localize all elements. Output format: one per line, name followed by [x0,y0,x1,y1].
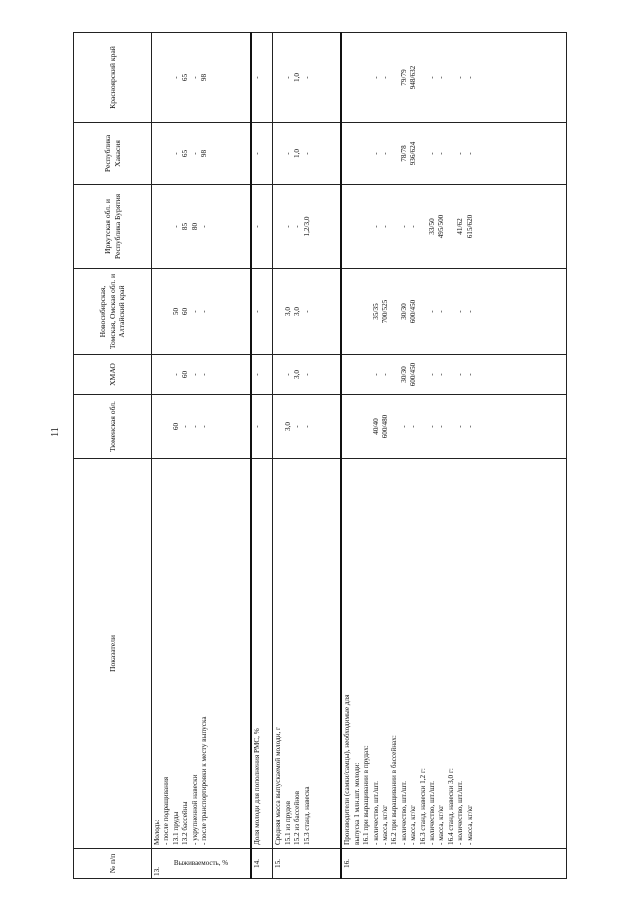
region-value: - [427,373,436,376]
region-value: - [399,425,408,428]
region-value: 30/30 [399,303,408,320]
survival-label: Выживаемость, % [174,859,229,868]
region-value: 60 [181,370,190,379]
region-value [390,358,399,391]
region-value: - [456,373,465,376]
region-value: 78/78 [399,145,408,162]
region-value-cell [341,355,566,395]
region-value-cell [152,33,252,123]
region-value [153,272,162,351]
region-value [162,358,171,391]
region-value-cell [341,269,566,355]
region-value [343,272,352,351]
region-value: - [171,152,180,155]
indicator-line: - после транспортировки к месту выпуска [200,716,209,845]
region-value: - [302,373,311,376]
table-body [152,33,567,879]
region-value: 50 [171,307,180,316]
region-value: 65 [181,73,190,82]
region-value [353,36,362,119]
region-value: - [380,373,389,376]
region-value: - [456,152,465,155]
region-value: - [283,152,292,155]
region-value [162,272,171,351]
indicator-line: - количество, шт./шт. [399,781,408,845]
region-value: 3,0 [283,422,292,431]
region-value [419,398,428,455]
region-value: - [171,76,180,79]
region-value: 85 [181,222,190,231]
region-value: 1,0 [293,73,302,82]
indicator-line: 15.2 из бассейнов [293,790,302,845]
row-number: 16. [341,849,566,879]
region-value [447,272,456,351]
region-value [153,358,162,391]
region-value [362,272,371,351]
region-value [390,126,399,181]
indicator-line: 13.2 бассейны [181,801,190,845]
indicator-line: 16.3 станд. навески 1,2 г: [418,768,427,845]
region-value [153,398,162,455]
region-value [353,126,362,181]
region-value: - [200,310,209,313]
indicator-line: Средняя масса выпускаемой молоди, г [274,726,283,845]
region-value [153,188,162,265]
region-value: - [465,152,474,155]
region-value: - [371,76,380,79]
region-value: - [399,225,408,228]
indicator-line: - количество, шт./шт. [371,781,380,845]
region-value: - [200,373,209,376]
region-value [419,188,428,265]
region-value: 700/525 [380,299,389,324]
region-value: - [456,76,465,79]
region-value [447,36,456,119]
indicator-line: выпуска 1 млн.шт. молоди: [352,762,361,845]
region-value: - [371,225,380,228]
region-value [362,398,371,455]
region-value [343,188,352,265]
row-number: 14. [251,849,272,879]
region-value: - [200,425,209,428]
page-number: 11 [50,427,61,437]
region-value: - [371,373,380,376]
indicator-line: - масса, кг/кг [409,804,418,845]
region-value: 495/500 [437,214,446,239]
region-value [353,398,362,455]
region-value [447,188,456,265]
header-region: Республика Хакасия [74,123,152,185]
region-value: - [293,425,302,428]
region-value-cell [152,123,252,185]
region-value: 1,0 [293,149,302,158]
region-value-cell [251,33,272,123]
region-value-cell [251,269,272,355]
region-value: - [302,310,311,313]
region-value: - [190,373,199,376]
table-row [152,33,252,879]
region-value: 41/62 [456,218,465,235]
region-value: - [380,152,389,155]
region-value-cell [251,185,272,269]
region-value: 3,0 [293,307,302,316]
header-region: ХМАО [74,355,152,395]
header-num: № п/п [74,849,152,879]
region-value: - [293,225,302,228]
region-value: - [456,425,465,428]
header-region: Новосибирская, Томская, Омская обл. и Алтайский край [74,269,152,355]
region-value [362,188,371,265]
indicator-line: - укрупненной навески [190,774,199,845]
region-value [390,188,399,265]
region-value: - [456,310,465,313]
indicator-line: - масса, кг/кг [437,804,446,845]
region-value: - [465,310,474,313]
region-value [353,188,362,265]
region-value [447,398,456,455]
region-value-cell [273,355,341,395]
region-value: 35/35 [371,303,380,320]
region-value: - [190,76,199,79]
region-value [274,188,283,265]
row-number: 15. [273,849,341,879]
region-value [162,126,171,181]
region-value: - [253,425,262,428]
region-value [390,272,399,351]
region-value [419,36,428,119]
region-value [274,358,283,391]
region-value [162,398,171,455]
header-region: Иркутская обл. и Республика Бурятия [74,185,152,269]
region-value: - [171,225,180,228]
region-value [390,36,399,119]
indicator-line: 16.2 при выращивании в бассейнах: [390,735,399,845]
region-value: - [181,425,190,428]
region-value [162,188,171,265]
region-value: - [465,373,474,376]
region-value-cell [273,185,341,269]
region-value: - [427,310,436,313]
region-value: 948/632 [409,65,418,90]
region-value-cell [341,185,566,269]
region-value [153,126,162,181]
row-number: 13. [153,867,161,876]
indicator-line: 15.3 станд. навеска [302,786,311,845]
region-value: 65 [181,149,190,158]
table-row [341,33,566,879]
region-value [162,36,171,119]
region-value: - [171,373,180,376]
indicator-cell [273,459,341,849]
region-value [353,272,362,351]
region-value: 98 [200,149,209,158]
indicator-line: Доля молоди для пополнения РМС, % [253,728,262,845]
region-value: 1,2/3,0 [302,216,311,237]
region-value: 3,0 [293,370,302,379]
region-value: - [253,76,262,79]
region-value [274,36,283,119]
region-value: 600/480 [380,414,389,439]
region-value: - [302,425,311,428]
region-value [419,358,428,391]
indicator-line: - масса, кг/кг [465,804,474,845]
region-value [343,398,352,455]
region-value-cell [251,355,272,395]
header-row [74,33,152,879]
region-value-cell [341,33,566,123]
region-value: - [437,76,446,79]
indicator-cell [251,459,272,849]
region-value-cell [341,123,566,185]
region-value [390,398,399,455]
region-value: - [371,152,380,155]
region-value [274,126,283,181]
indicator-line: 13.1 пруды [171,811,180,845]
region-value: 600/450 [409,362,418,387]
region-value: - [380,76,389,79]
indicator-line: 16.1 при выращивании в прудах: [362,745,371,845]
indicator-line: - после подращивания [162,776,171,845]
region-value: 40/40 [371,418,380,435]
region-value: 60 [171,422,180,431]
row-number-cell [152,849,252,879]
region-value [419,126,428,181]
region-value-cell [273,123,341,185]
region-value: 79/79 [399,69,408,86]
region-value: - [427,76,436,79]
region-value-cell [152,185,252,269]
region-value: - [283,373,292,376]
region-value [274,272,283,351]
region-value: 3,0 [283,307,292,316]
region-value: - [437,373,446,376]
region-value [343,36,352,119]
data-table [73,32,567,879]
region-value [362,126,371,181]
region-value: - [409,225,418,228]
region-value: 60 [181,307,190,316]
region-value: - [253,152,262,155]
region-value: 30/30 [399,366,408,383]
region-value: - [190,310,199,313]
region-value [153,36,162,119]
region-value: - [427,152,436,155]
region-value [343,358,352,391]
region-value: - [253,225,262,228]
table-row [251,33,272,879]
region-value [353,358,362,391]
indicator-line: - количество, шт./шт. [456,781,465,845]
region-value: - [283,76,292,79]
region-value [447,358,456,391]
region-value: - [253,373,262,376]
region-value: - [302,76,311,79]
region-value: 80 [190,222,199,231]
region-value [362,36,371,119]
indicator-line: - количество, шт./шт. [427,781,436,845]
region-value: - [190,425,199,428]
region-value-cell [251,395,272,459]
region-value: - [427,425,436,428]
indicator-cell [341,459,566,849]
indicator-line: 16.4 станд. навески 3,0 г: [446,768,455,845]
region-value: - [253,310,262,313]
indicator-line: Молодь: [153,819,161,845]
header-region: Красноярский край [74,33,152,123]
region-value: - [380,225,389,228]
region-value [274,398,283,455]
region-value: - [437,425,446,428]
region-value: - [465,425,474,428]
table-row [273,33,341,879]
region-value-cell [273,33,341,123]
region-value: 615/620 [465,214,474,239]
region-value-cell [273,395,341,459]
region-value: 936/624 [409,141,418,166]
region-value: - [200,225,209,228]
region-value: - [190,152,199,155]
region-value-cell [152,395,252,459]
region-value-cell [251,123,272,185]
indicator-line: - масса, кг/кг [380,804,389,845]
region-value: - [437,310,446,313]
region-value [419,272,428,351]
indicator-cell [152,459,252,849]
region-value-cell [152,355,252,395]
indicator-line: Производители (самки/самцы), необходимые для [343,694,352,845]
region-value: - [409,425,418,428]
header-indicator: Показатели [74,459,152,849]
region-value [362,358,371,391]
region-value-cell [152,269,252,355]
region-value: 33/50 [427,218,436,235]
region-value-cell [341,395,566,459]
indicator-line: 15.1 из прудов [283,801,292,845]
region-value: 600/450 [409,299,418,324]
region-value: - [465,76,474,79]
region-value [343,126,352,181]
region-value: - [302,152,311,155]
region-value-cell [273,269,341,355]
region-value: - [437,152,446,155]
header-region: Тюменская обл. [74,395,152,459]
region-value: 98 [200,73,209,82]
region-value: - [283,225,292,228]
rotated-table-container [73,33,567,879]
region-value [447,126,456,181]
